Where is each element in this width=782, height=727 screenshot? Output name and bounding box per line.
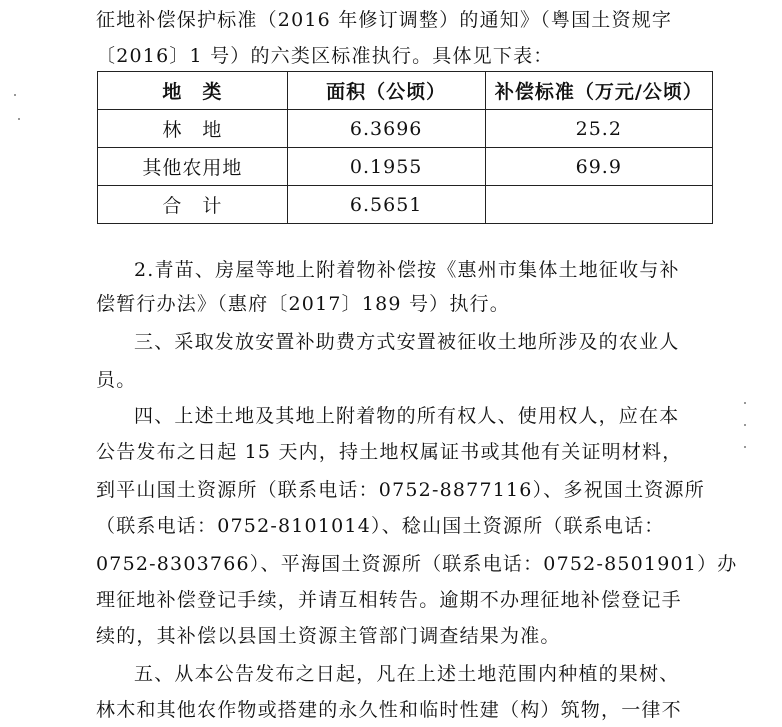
paragraph-line: 0752-8303766）、平海国土资源所（联系电话：0752-8501901）办 (96, 553, 738, 575)
paragraph-line: 林木和其他农作物或搭建的永久性和临时性建（构）筑物，一律不 (96, 699, 682, 721)
paragraph-line: 公告发布之日起 15 天内，持土地权属证书或其他有关证明材料， (96, 441, 683, 463)
table-row (98, 110, 713, 148)
scan-speck (744, 402, 746, 404)
paragraph-line: 2.青苗、房屋等地上附着物补偿按《惠州市集体土地征收与补 (134, 259, 680, 281)
table-row (98, 148, 713, 186)
compensation-table (97, 71, 713, 224)
text-line-2: 〔2016〕1 号）的六类区标准执行。具体见下表： (96, 45, 554, 67)
paragraph-line: 四、上述土地及其地上附着物的所有权人、使用权人，应在本 (134, 405, 680, 427)
cell-land-type: 林 地 (98, 110, 288, 148)
paragraph-line: 续的，其补偿以县国土资源主管部门调查结果为准。 (96, 625, 561, 647)
header-area: 面积（公顷） (287, 72, 485, 110)
paragraph-line: （联系电话：0752-8101014）、稔山国土资源所（联系电话： (96, 515, 665, 537)
paragraph-line: 员。 (96, 369, 137, 391)
cell-land-type: 其他农用地 (98, 148, 288, 186)
paragraph-line: 五、从本公告发布之日起，凡在上述土地范围内种植的果树、 (134, 663, 680, 685)
scan-speck (744, 424, 746, 426)
paragraph-line: 理征地补偿登记手续，并请互相转告。逾期不办理征地补偿登记手 (96, 589, 682, 611)
cell-standard (485, 186, 712, 224)
cell-standard: 69.9 (485, 148, 712, 186)
cell-standard: 25.2 (485, 110, 712, 148)
table-header-row (98, 72, 713, 110)
paragraph-line: 到平山国土资源所（联系电话：0752-8877116）、多祝国土资源所 (96, 479, 705, 501)
cell-area: 6.5651 (287, 186, 485, 224)
cell-land-type: 合 计 (98, 186, 288, 224)
text-line-1: 征地补偿保护标准（2016 年修订调整）的通知》（粤国土资规字 (96, 9, 673, 31)
scan-speck (18, 118, 20, 120)
cell-area: 6.3696 (287, 110, 485, 148)
paragraph-line: 三、采取发放安置补助费方式安置被征收土地所涉及的农业人 (134, 331, 680, 353)
header-standard: 补偿标准（万元/公顷） (485, 72, 712, 110)
header-land-type: 地 类 (98, 72, 288, 110)
scan-speck (744, 446, 746, 448)
cell-area: 0.1955 (287, 148, 485, 186)
paragraph-line: 偿暂行办法》（惠府〔2017〕189 号）执行。 (96, 293, 510, 315)
scan-speck (14, 94, 16, 96)
table-row (98, 186, 713, 224)
